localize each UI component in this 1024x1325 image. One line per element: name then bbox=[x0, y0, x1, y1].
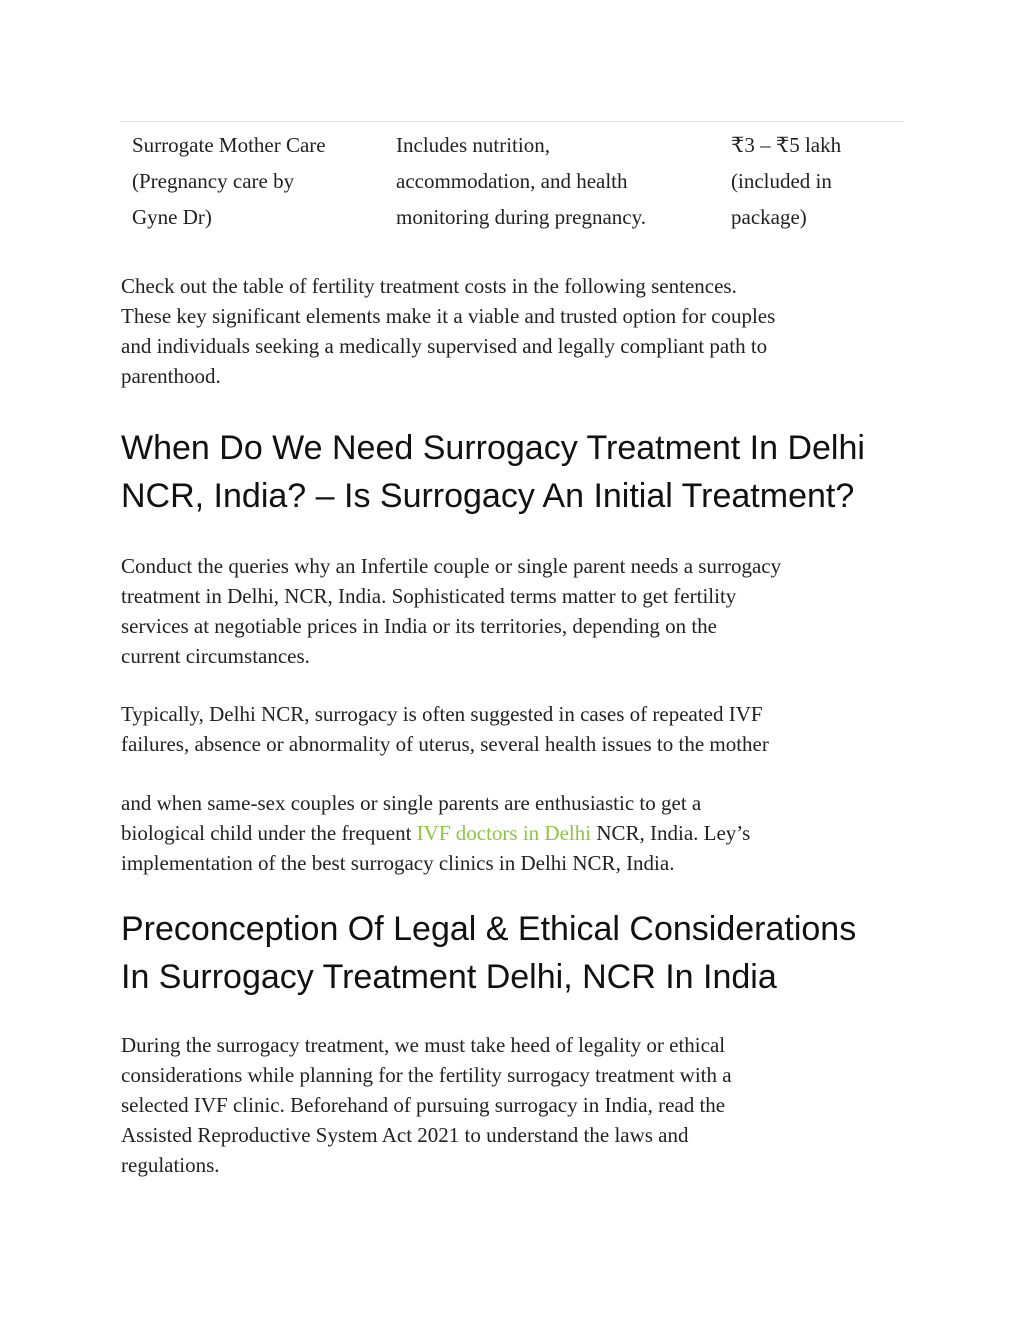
section1-paragraph-same-sex bbox=[121, 788, 904, 878]
intro-paragraph bbox=[121, 271, 904, 391]
paragraph-line: and individuals seeking a medically supervised and legally compliant path to bbox=[121, 334, 768, 358]
table-top-border bbox=[121, 121, 904, 122]
paragraph-line: parenthood. bbox=[121, 364, 221, 388]
heading-line: When Do We Need Surrogacy Treatment In Delhi bbox=[121, 429, 865, 467]
paragraph-line: and when same-sex couples or single parents are enthusiastic to get a bbox=[121, 791, 702, 815]
paragraph-line: Typically, Delhi NCR, surrogacy is often suggested in cases of repeated IVF bbox=[121, 702, 763, 726]
cell-line: ₹3 – ₹5 lakh bbox=[731, 133, 842, 157]
cell-line: Surrogate Mother Care bbox=[132, 133, 326, 157]
paragraph-line: These key significant elements make it a viable and trusted option for couples bbox=[121, 304, 776, 328]
cell-line: Gyne Dr) bbox=[132, 205, 212, 229]
paragraph-line: Conduct the queries why an Infertile couple or single parent needs a surrogacy bbox=[121, 554, 782, 578]
paragraph-line: selected IVF clinic. Beforehand of pursuing surrogacy in India, read the bbox=[121, 1093, 726, 1117]
paragraph-line: Check out the table of fertility treatment costs in the following sentences. bbox=[121, 274, 737, 298]
section-heading-when-surrogacy bbox=[121, 424, 904, 520]
section2-paragraph-legality bbox=[121, 1030, 904, 1180]
cell-line: package) bbox=[731, 205, 807, 229]
table-cell-service bbox=[132, 127, 382, 235]
section1-paragraph-queries bbox=[121, 551, 904, 671]
heading-line: NCR, India? – Is Surrogacy An Initial Treatment? bbox=[121, 477, 855, 515]
paragraph-line: failures, absence or abnormality of uterus, several health issues to the mother bbox=[121, 732, 769, 756]
line-text: NCR, India. Ley’s bbox=[591, 821, 751, 845]
paragraph-line: services at negotiable prices in India or its territories, depending on the bbox=[121, 614, 717, 638]
paragraph-line: implementation of the best surrogacy clinics in Delhi NCR, India. bbox=[121, 851, 675, 875]
heading-line: In Surrogacy Treatment Delhi, NCR In India bbox=[121, 958, 777, 996]
paragraph-line: During the surrogacy treatment, we must take heed of legality or ethical bbox=[121, 1033, 726, 1057]
heading-line: Preconception Of Legal & Ethical Considerations bbox=[121, 910, 857, 948]
ivf-doctors-link[interactable]: IVF doctors in Delhi bbox=[416, 821, 592, 845]
paragraph-line: treatment in Delhi, NCR, India. Sophisticated terms matter to get fertility bbox=[121, 584, 737, 608]
paragraph-line: considerations while planning for the fertility surrogacy treatment with a bbox=[121, 1063, 732, 1087]
cell-line: Includes nutrition, bbox=[396, 133, 550, 157]
section1-paragraph-typically bbox=[121, 699, 904, 759]
paragraph-line: current circumstances. bbox=[121, 644, 310, 668]
section-heading-legal-ethical bbox=[121, 905, 904, 1001]
paragraph-line: regulations. bbox=[121, 1153, 220, 1177]
table-cell-cost bbox=[731, 127, 901, 235]
paragraph-line bbox=[121, 818, 904, 848]
table-cell-description bbox=[396, 127, 716, 235]
cell-line: monitoring during pregnancy. bbox=[396, 205, 647, 229]
line-text: biological child under the frequent bbox=[121, 821, 417, 845]
paragraph-line: Assisted Reproductive System Act 2021 to understand the laws and bbox=[121, 1123, 689, 1147]
cell-line: (included in bbox=[731, 169, 832, 193]
cell-line: accommodation, and health bbox=[396, 169, 628, 193]
cell-line: (Pregnancy care by bbox=[132, 169, 295, 193]
